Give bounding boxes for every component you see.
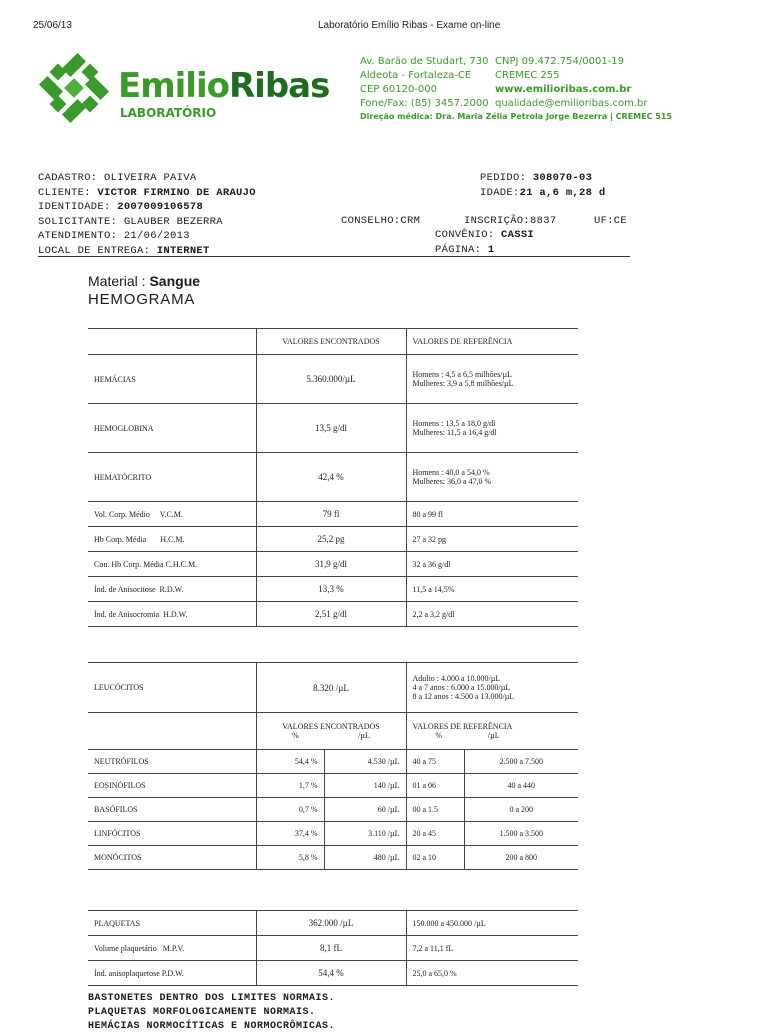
- inscription-info: INSCRIÇÃO:8837: [464, 215, 557, 227]
- table-row: Con. Hb Corp. Média C.H.C.M. 31,9 g/dl 32 a 36 g/dl: [88, 552, 578, 577]
- table-row: Hb Corp. Média H.C.M. 25,2 pg 27 a 32 pg: [88, 527, 578, 552]
- print-date: 25/06/13: [33, 20, 72, 31]
- lab-director: Direção médica: Dra. Maria Zélia Petrola Jorge Bezerra | CREMEC 515: [360, 112, 672, 121]
- lab-name: EmilioRibas: [118, 66, 330, 106]
- lab-logo-icon: [38, 52, 110, 124]
- insurance-info: CONVÊNIO: CASSI PÁGINA: 1: [435, 229, 535, 256]
- exam-notes: BASTONETES DENTRO DOS LIMITES NORMAIS. PLAQUETAS MORFOLOGICAMENTE NORMAIS. HEMÁCIAS NORMOCÍTICAS E NORMOCRÔMICAS.: [88, 993, 336, 1032]
- platelets-table: [88, 910, 578, 986]
- table-row: Vol. Corp. Médio V.C.M. 79 fl 80 a 99 fl: [88, 502, 578, 527]
- lab-address: Av. Barão de Studart, 730 CNPJ 09.472.754/0001-19 Aldeota - Fortaleza-CE CREMEC 255 CEP 60120-000 www.emilioribas.com.br Fone/Fax: (85) 3457.2000 qualidade@emilioribas.com.br: [360, 56, 648, 109]
- table-row: LEUCÓCITOS 8.320 /µL Adulto : 4.000 a 10.000/µL 4 a 7 anos : 6.000 a 15.000/µL 8 a 12 anos : 4.500 a 13.000/µL: [88, 663, 578, 713]
- table-row: HEMOGLOBINA 13,5 g/dl Homens : 13,5 a 18,0 g/dl Mulheres: 11,5 a 16,4 g/dl: [88, 404, 578, 453]
- order-info: PEDIDO: 308070-03 IDADE:21 a,6 m,28 d: [480, 172, 606, 199]
- table-row: MONÓCITOS 5,8 % 480 /µL 02 a 10 200 a 800: [88, 846, 578, 870]
- table-row: HEMATÓCRITO 42,4 % Homens : 40,0 a 54,0 % Mulheres: 36,0 a 47,0 %: [88, 453, 578, 502]
- lab-subtitle: LABORATÓRIO: [120, 106, 217, 120]
- table-header-row: VALORES ENCONTRADOS VALORES DE REFERÊNCIA: [88, 329, 578, 355]
- uf-info: UF:CE: [594, 215, 628, 227]
- table-row: LINFÓCITOS 37,4 % 3.110 /µL 20 a 45 1.500 a 3.500: [88, 822, 578, 846]
- white-series-table: [88, 662, 578, 870]
- header-divider: [38, 256, 630, 257]
- patient-info: CADASTRO: OLIVEIRA PAIVA CLIENTE: VICTOR FIRMINO DE ARAUJO IDENTIDADE: 2007009106578 SOLICITANTE: GLAUBER BEZERRA ATENDIMENTO: 21/06/2013 LOCAL DE ENTREGA: INTERNET: [38, 172, 256, 257]
- red-series-table: [88, 328, 578, 627]
- exam-title: HEMOGRAMA: [88, 291, 196, 308]
- table-row: Índ. de Anisocromia H.D.W. 2,51 g/dl 2,2 a 3,2 g/dl: [88, 602, 578, 627]
- table-row: BASÓFILOS 0,7 % 60 /µL 00 a 1.5 0 a 200: [88, 798, 578, 822]
- table-row: HEMÁCIAS 5.360.000/µL Homens : 4,5 a 6,5 milhões/µL Mulheres: 3,9 a 5,8 milhões/µL: [88, 355, 578, 404]
- material-line: Material : Sangue: [88, 273, 201, 289]
- table-row: Índ. anisoplaquetose P.D.W. 54,4 % 25,0 a 65,0 %: [88, 961, 578, 986]
- table-row: EOSINÓFILOS 1,7 % 140 /µL 01 a 06 40 a 440: [88, 774, 578, 798]
- table-row: Índ. de Anisocitose R.D.W. 13,3 % 11,5 a 14,5%: [88, 577, 578, 602]
- table-row: NEUTRÓFILOS 54,4 % 4.530 /µL 40 a 75 2.500 a 7.500: [88, 750, 578, 774]
- print-title: Laboratório Emílio Ribas - Exame on-line: [318, 20, 501, 31]
- council-info: CONSELHO:CRM: [341, 215, 421, 227]
- table-row: Volume plaquetário M.P.V. 8,1 fL 7,2 a 11,1 fL: [88, 936, 578, 961]
- table-header-row: VALORES ENCONTRADOS % /µL VALORES DE REFERÊNCIA % /µL: [88, 713, 578, 750]
- table-row: PLAQUETAS 362.000 /µL 150.000 a 450.000 /µL: [88, 911, 578, 936]
